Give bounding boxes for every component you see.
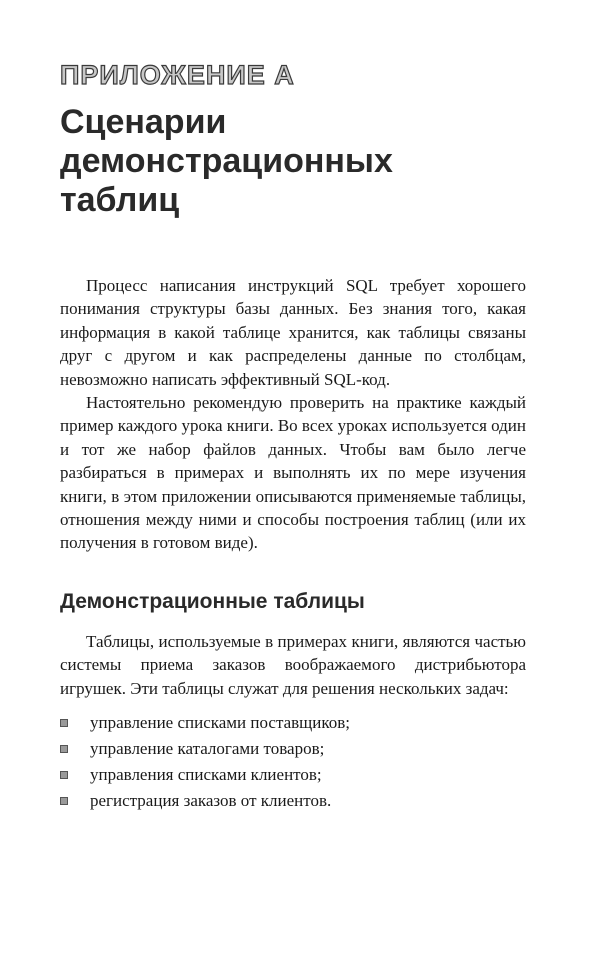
- section-paragraph: Таблицы, используемые в примерах книги, являются частью системы приема заказов воображаемого дистрибьютора игрушек. Эти таблицы служат для решения нескольких задач:: [60, 631, 526, 698]
- task-list: [60, 710, 526, 814]
- list-item: [60, 736, 526, 762]
- intro-paragraph: Настоятельно рекомендую проверить на практике каждый пример каждого урока книги. Во всех уроках используется один и тот же набор файлов данных. Чтобы вам было легче разбираться в примерах и выполнять их по мере изучения книги, в этом приложении описываются применяемые таблицы, отношения между ними и способы построения таблиц (или их получения в готовом виде).: [60, 393, 526, 553]
- section-heading: Демонстрационные таблицы: [60, 589, 365, 613]
- square-bullet-icon: [60, 771, 68, 779]
- book-page: [60, 62, 526, 814]
- list-item: [60, 762, 526, 788]
- list-item: [60, 788, 526, 814]
- square-bullet-icon: [60, 745, 68, 753]
- list-item-text: управление списками поставщиков;: [90, 713, 351, 733]
- intro-text: [60, 274, 526, 555]
- chapter-title-line: таблиц: [60, 181, 180, 219]
- list-item: [60, 710, 526, 736]
- list-item-text: регистрация заказов от клиентов.: [90, 791, 332, 811]
- list-item-text: управление каталогами товаров;: [90, 739, 325, 759]
- square-bullet-icon: [60, 719, 68, 727]
- chapter-title-line: демонстрационных: [60, 142, 393, 180]
- appendix-label: ПРИЛОЖЕНИЕ А: [60, 60, 295, 90]
- intro-paragraph: Процесс написания инструкций SQL требует хорошего понимания структуры базы данных. Без знания того, какая информация в какой таблице хранится, как таблицы связаны друг с другом и как распределены данные по столбцам, невозможно написать эффективный SQL-код.: [60, 276, 526, 389]
- chapter-title-line: Сценарии: [60, 103, 227, 141]
- square-bullet-icon: [60, 797, 68, 805]
- list-item-text: управления списками клиентов;: [90, 765, 322, 785]
- chapter-title: [60, 103, 526, 220]
